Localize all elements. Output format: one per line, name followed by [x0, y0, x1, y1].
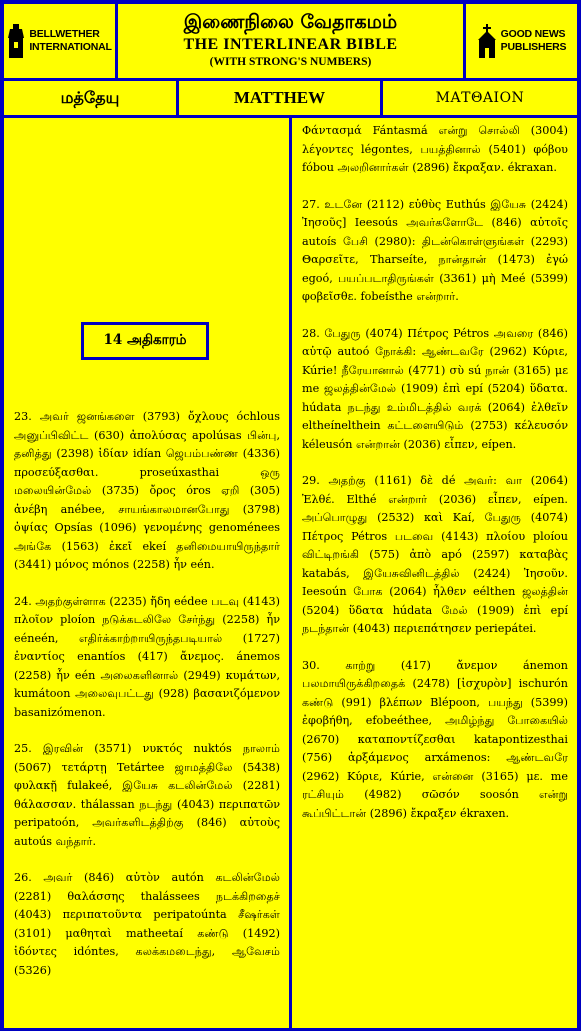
left-verses	[14, 408, 280, 980]
bellwether-logo	[4, 4, 115, 78]
verse-30: 30. காற்று (417) ἄνεμον ánemon பலமாயிருக்கிறதைக் (2478) [ἰσχυρὸν] ischurón கண்டு (991) βλέπων Blépoon, பயந்து (5399) ἐφοβήθη, efobeéthee, அமிழ்ந்து போகையில் (2670) καταποντίζεσθαι katapontizesthai (756) ἀρξάμενος arxámenos: ஆண்டவரே (2962) Κύριε, Kúrie, என்னை (3165) με. me ரட்சியும் (4982) σῶσόν soosón என்று கூப்பிட்டான் (2896) ἔκραξεν ékraxen.	[302, 658, 568, 820]
title-english: THE INTERLINEAR BIBLE	[183, 36, 398, 53]
book-english: MATTHEW	[179, 81, 380, 115]
verse-26-start: 26. அவர் (846) αὐτὸν autón கடலின்மேல் (2281) θαλάσσης thalássees நடக்கிறதைச் (4043) περιπατοῦντα peripatoúnta சீஷர்கள் (3101) μαθηταὶ matheetaí கண்டு (1492) ἰδόντες idóntes, கலக்கமடைந்து, ஆவேசம் (5326)	[14, 871, 280, 977]
logo-line2: INTERNATIONAL	[29, 41, 112, 53]
verse-27: 27. உடனே (2112) εὐθὺς Euthús இயேசு (2424) Ἰησοῦς] Ieesoús அவர்களோடே (846) αὐτοῖς autoís பேசி (2980): திடன்கொள்ளுங்கள் (2293) Θαρσεῖτε, Tharseíte, நான்தான் (1473) ἐγώ egoó, பயப்படாதிருங்கள் (3361) μὴ Meé (5399) φοβεῖσθε. fobeísthe என்றார்.	[302, 197, 568, 303]
verse-29: 29. அதற்கு (1161) δὲ dé அவர்: வா (2064) Ἐλθέ. Elthé என்றார் (2036) εἶπεν, eípen. அப்பொழுது (2532) καὶ Kaí, பேதுரு (4074) Πέτρος Pétros படவை (4143) πλοίου ploíou விட்டிறங்கி (575) ἀπὸ apó (2597) καταβὰς katabás, இயேசுவினிடத்தில் (2424) Ἰησοῦν. Ieesoún போக (2064) ἦλθεν eélthen ஜலத்தின் (5204) ὕδατα húdata மேல் (1909) ἐπὶ epí நடந்தான் (4043) περιεπάτησεν periepátei.	[302, 474, 568, 635]
good-news-logo	[466, 4, 577, 78]
right-verses	[302, 122, 568, 823]
book-greek: ΜΑΤΘΑΙΟΝ	[383, 81, 577, 115]
church-icon	[477, 24, 497, 58]
verse-23: 23. அவர் ஜனங்களை (3793) ὄχλους óchlous அனுப்பிவிட்ட (630) ἀπολύσας apolúsas பின்பு, தனித்து (2398) ἰδίαν idían ஜெபம்பண்ண (4336) προσεύξασθαι. proseúxasthai ஒரு மலையின்மேல் (3735) ὄρος óros ஏறி (305) ἀνέβη anébee, சாயங்காலமானபோது (3798) ὀψίας Opsías (1096) γενομένης genoménees அங்கே (1563) ἐκεῖ ekeí தனிமையாயிருந்தார் (3441) μόνος mónos (2258) ἦν eén.	[14, 410, 280, 571]
verse-24: 24. அதற்குள்ளாக (2235) ἤδη eédee படவு (4143) πλοῖον ploíon நடுக்கடலிலே சேர்ந்து (2258) ἦν eéneén, எதிர்க்காற்றாயிருந்தபடியால் (1727) ἐναντίος enantíos (417) ἄνεμος. ánemos (2258) ἦν eén அலைகளினால் (2949) κυμάτων, kumátoon அலைவுபட்டது (928) βασανιζόμενον basanizómenon.	[14, 594, 280, 719]
logo-line1: BELLWETHER	[29, 28, 100, 40]
bell-tower-icon	[7, 24, 25, 58]
verse-26-end: Φάντασμά Fántasmá என்று சொல்லி (3004) λέγοντες légontes, பயத்தினால் (5401) φόβου fóbou அலறினார்கள் (2896) ἔκραξαν. ékraxan.	[302, 124, 568, 174]
logo-line1: GOOD NEWS	[500, 28, 566, 40]
logo-line2: PUBLISHERS	[500, 41, 567, 53]
verse-25: 25. இரவின் (3571) νυκτός nuktós நாலாம் (5067) τετάρτῃ Tetártee ஜாமத்திலே (5438) φυλακῇ fulakeé, இயேசு கடலின்மேல் (2281) θάλασσαν. thálassan நடந்து (4043) περιπατῶν peripatoón, அவர்களிடத்திற்கு (846) αὐτοὺς autoús வந்தார்.	[14, 742, 280, 848]
title-tamil: இணைநிலை வேதாகமம்	[183, 11, 398, 33]
book-tamil: மத்தேயு	[4, 81, 176, 115]
verse-28: 28. பேதுரு (4074) Πέτρος Pétros அவரை (846) αὐτῷ autoó நோக்கி: ஆண்டவரே (2962) Κύριε, Kúrie! நீரேயானால் (4771) σὺ sú நான் (3165) με me ஜலத்தின்மேல் (1909) ἐπὶ epí (5204) ὕδατα. húdata நடந்து உம்மிடத்தில் வரக் (2064) ἐλθεῖν eltheínelthein கட்டளையிடும் (2753) κέλευσόν kéleusón என்றான் (2036) εἶπεν, eípen.	[302, 326, 568, 451]
left-column	[4, 118, 289, 1028]
right-column	[292, 118, 577, 1028]
title-block	[118, 4, 463, 78]
chapter-label: 14 அதிகாரம்	[81, 322, 209, 360]
subtitle: (WITH STRONG'S NUMBERS)	[209, 56, 372, 68]
